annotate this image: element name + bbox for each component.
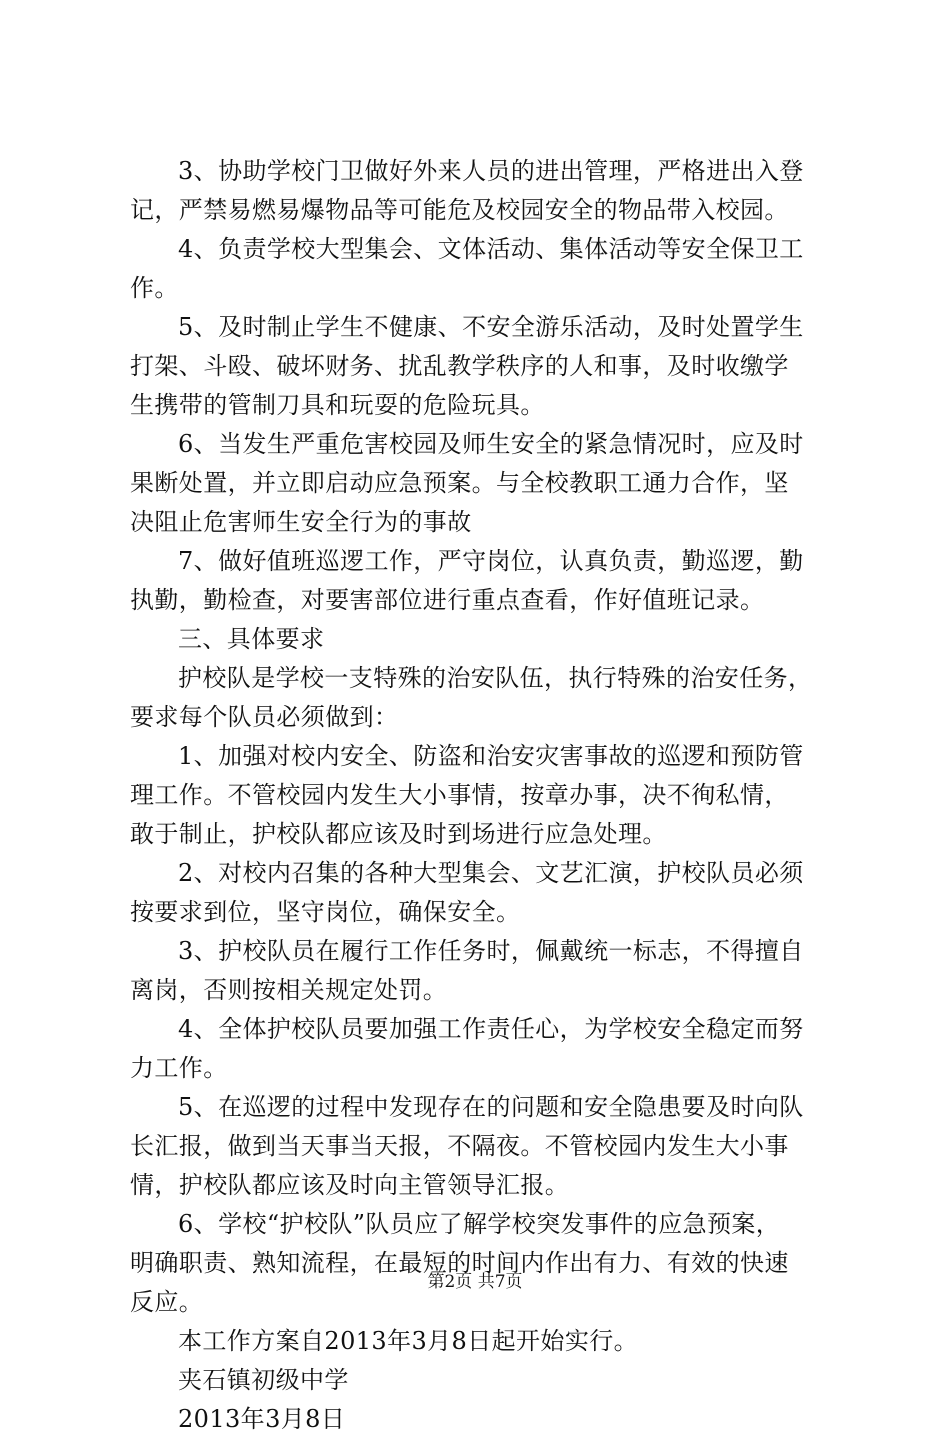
text-line: 明确职责、熟知流程，在最短的时间内作出有力、有效的快速 xyxy=(130,1249,789,1277)
text-line: 生携带的管制刀具和玩耍的危险玩具。 xyxy=(130,391,545,419)
document-body xyxy=(130,152,830,1439)
text-line: 离岗，否则按相关规定处罚。 xyxy=(130,976,448,1004)
text-line: 3、护校队员在履行工作任务时，佩戴统一标志，不得擅自 xyxy=(178,937,804,965)
text-line: 7、做好值班巡逻工作，严守岗位，认真负责，勤巡逻，勤 xyxy=(178,547,804,575)
text-line: 1、加强对校内安全、防盗和治安灾害事故的巡逻和预防管 xyxy=(178,742,804,770)
text-line: 力工作。 xyxy=(130,1054,228,1082)
text-line: 按要求到位，坚守岗位，确保安全。 xyxy=(130,898,521,926)
text-line: 6、学校“护校队”队员应了解学校突发事件的应急预案， xyxy=(178,1210,781,1238)
text-line: 记，严禁易燃易爆物品等可能危及校园安全的物品带入校园。 xyxy=(130,196,789,224)
page-number-footer: 第2页 共7页 xyxy=(427,1272,523,1292)
text-line: 理工作。不管校园内发生大小事情，按章办事，决不徇私情， xyxy=(130,781,789,809)
text-line: 反应。 xyxy=(130,1288,204,1316)
signature-organization: 夹石镇初级中学 xyxy=(178,1366,349,1394)
text-line: 2、对校内召集的各种大型集会、文艺汇演，护校队员必须 xyxy=(178,859,804,887)
signature-date: 2013年3月8日 xyxy=(178,1405,346,1433)
text-line: 执勤，勤检查，对要害部位进行重点查看，作好值班记录。 xyxy=(130,586,765,614)
text-line: 5、在巡逻的过程中发现存在的问题和安全隐患要及时向队 xyxy=(178,1093,804,1121)
text-line: 要求每个队员必须做到： xyxy=(130,703,399,731)
text-line: 敢于制止，护校队都应该及时到场进行应急处理。 xyxy=(130,820,667,848)
text-line: 护校队是学校一支特殊的治安队伍，执行特殊的治安任务， xyxy=(178,664,813,692)
text-line: 打架、斗殴、破坏财务、扰乱教学秩序的人和事，及时收缴学 xyxy=(130,352,789,380)
text-line: 5、及时制止学生不健康、不安全游乐活动，及时处置学生 xyxy=(178,313,804,341)
text-line: 情，护校队都应该及时向主管领导汇报。 xyxy=(130,1171,570,1199)
text-line: 长汇报，做到当天事当天报，不隔夜。不管校园内发生大小事 xyxy=(130,1132,789,1160)
text-line: 3、协助学校门卫做好外来人员的进出管理，严格进出入登 xyxy=(178,157,804,185)
effective-date-line: 本工作方案自2013年3月8日起开始实行。 xyxy=(178,1327,639,1355)
text-line: 4、负责学校大型集会、文体活动、集体活动等安全保卫工 xyxy=(178,235,804,263)
text-line: 4、全体护校队员要加强工作责任心，为学校安全稳定而努 xyxy=(178,1015,804,1043)
text-line: 决阻止危害师生安全行为的事故 xyxy=(130,508,472,536)
text-line: 果断处置，并立即启动应急预案。与全校教职工通力合作，坚 xyxy=(130,469,789,497)
section-heading: 三、具体要求 xyxy=(178,625,325,653)
text-line: 作。 xyxy=(130,274,179,302)
text-line: 6、当发生严重危害校园及师生安全的紧急情况时，应及时 xyxy=(178,430,804,458)
